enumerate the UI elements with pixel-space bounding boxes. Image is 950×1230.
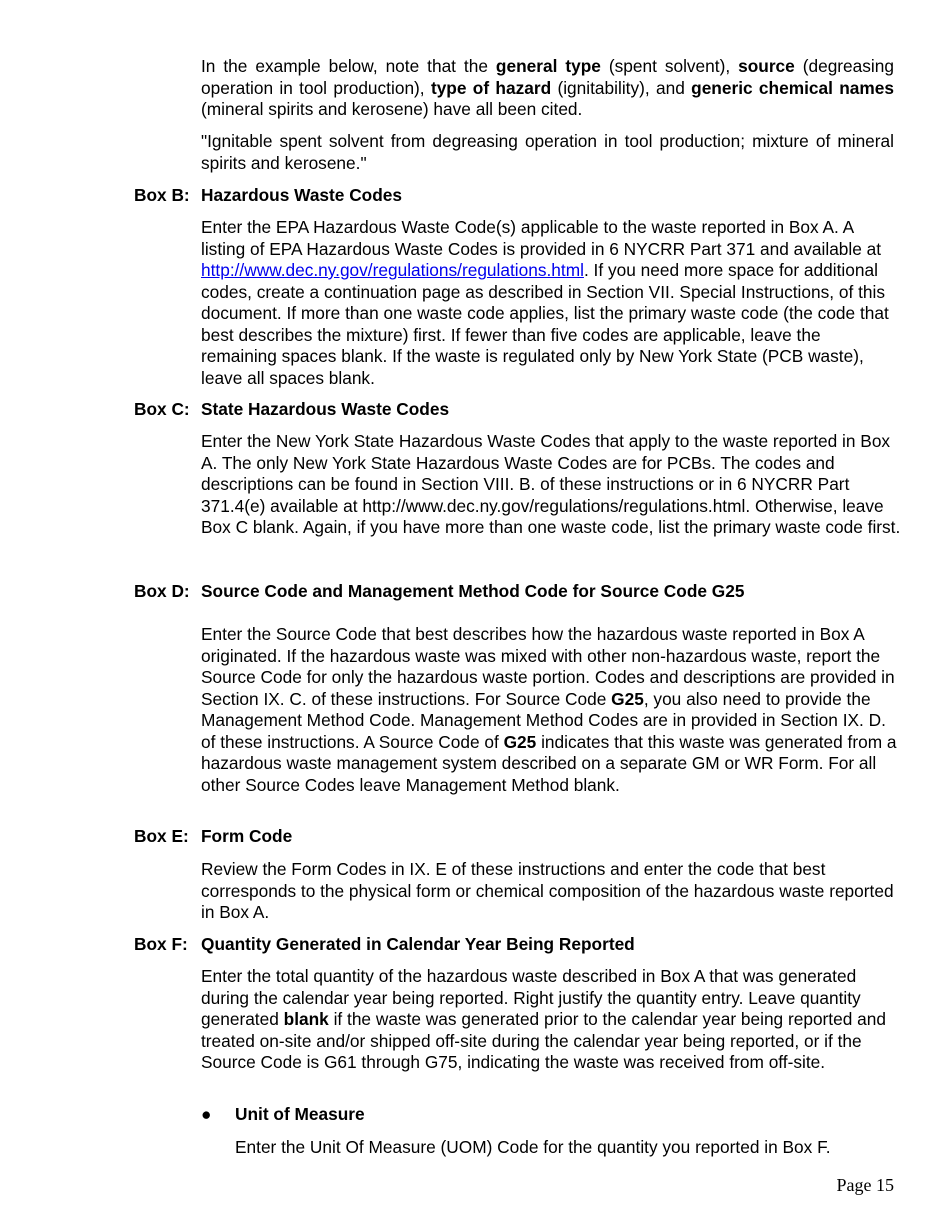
- box-d-paragraph: Enter the Source Code that best describes how the hazardous waste reported in Box A originated. If the hazardous waste was mixed with other non-hazardous waste, report the Source Code for only the hazardous waste portion. Codes and descriptions are provided in Section IX. C. of these instructions. For Source Code G25, you also need to provide the Management Method Code. Management Method Codes are in provided in Section IX. D. of these instructions. A Source Code of G25 indicates that this waste was generated from a hazardous waste management system described on a separate GM or WR Form. For all other Source Codes leave Management Method blank.: [201, 624, 897, 795]
- box-b-label: Box B:: [134, 185, 190, 205]
- box-c-title: State Hazardous Waste Codes: [201, 399, 450, 419]
- code-g25: G25: [611, 688, 644, 709]
- box-f-title: Quantity Generated in Calendar Year Being Reported: [201, 934, 635, 954]
- box-d-title: Source Code and Management Method Code for Source Code G25: [201, 581, 745, 601]
- box-c-label: Box C:: [134, 399, 190, 419]
- box-f-heading: [134, 934, 635, 956]
- box-e-title: Form Code: [201, 826, 293, 846]
- box-e-label: Box E:: [134, 826, 189, 846]
- regulations-link[interactable]: http://www.dec.ny.gov/regulations/regulations.html: [201, 260, 584, 280]
- term-general-type: general type: [495, 56, 601, 76]
- unit-of-measure-title: Unit of Measure: [235, 1104, 365, 1124]
- box-c-heading: [134, 399, 449, 421]
- box-b-title: Hazardous Waste Codes: [201, 185, 403, 205]
- box-b-paragraph: Enter the EPA Hazardous Waste Code(s) applicable to the waste reported in Box A. A listing of EPA Hazardous Waste Codes is provided in 6 NYCRR Part 371 and available at http://www.dec.ny.gov/regulations/regulations.html. If you need more space for additional codes, create a continuation page as described in Section VII. Special Instructions, of this document. If more than one waste code applies, list the primary waste code (the code that best describes the mixture) first. If fewer than five codes are applicable, leave the remaining spaces blank. If the waste is regulated only by New York State (PCB waste), leave all spaces blank.: [201, 217, 889, 388]
- box-d-label: Box D:: [134, 581, 190, 601]
- example-quote: "Ignitable spent solvent from degreasing operation in tool production; mixture of mineral spirits and kerosene.": [201, 131, 894, 173]
- term-blank: blank: [283, 1009, 329, 1029]
- box-c-paragraph: Enter the New York State Hazardous Waste Codes that apply to the waste reported in Box A. The only New York State Hazardous Waste Codes are for PCBs. The codes and descriptions can be found in Section VIII. B. of these instructions or in 6 NYCRR Part 371.4(e) available at http://www.dec.ny.gov/regulations/regulations.html. Otherwise, leave Box C blank. Again, if you have more than one waste code, list the primary waste code first.: [201, 431, 901, 537]
- term-generic-chemical-names: generic chemical names: [691, 77, 894, 98]
- box-e-heading: [134, 826, 292, 848]
- unit-of-measure-bullet: [201, 1104, 365, 1126]
- box-f-paragraph: Enter the total quantity of the hazardous waste described in Box A that was generated during the calendar year being reported. Right justify the quantity entry. Leave quantity generated blank if the waste was generated prior to the calendar year being reported and treated on-site and/or shipped off-site during the calendar year being reported, or if the Source Code is G61 through G75, indicating the waste was received from off-site.: [201, 966, 886, 1072]
- unit-of-measure-text: Enter the Unit Of Measure (UOM) Code for the quantity you reported in Box F.: [235, 1137, 831, 1157]
- intro-paragraph: In the example below, note that the general type (spent solvent), source (degreasing operation in tool production), type of hazard (ignitability), and generic chemical names (mineral spirits and kerosene) have all been cited.: [201, 56, 894, 119]
- box-b-heading: [134, 185, 402, 207]
- term-type-of-hazard: type of hazard: [430, 77, 552, 98]
- bullet-icon: ●: [201, 1104, 212, 1124]
- term-source: source: [738, 56, 795, 76]
- box-f-label: Box F:: [134, 934, 188, 954]
- box-e-paragraph: Review the Form Codes in IX. E of these instructions and enter the code that best corresponds to the physical form or chemical composition of the hazardous waste reported in Box A.: [201, 859, 894, 922]
- box-d-heading: [134, 581, 744, 603]
- code-g25: G25: [503, 731, 537, 752]
- page-number: Page 15: [836, 1175, 894, 1195]
